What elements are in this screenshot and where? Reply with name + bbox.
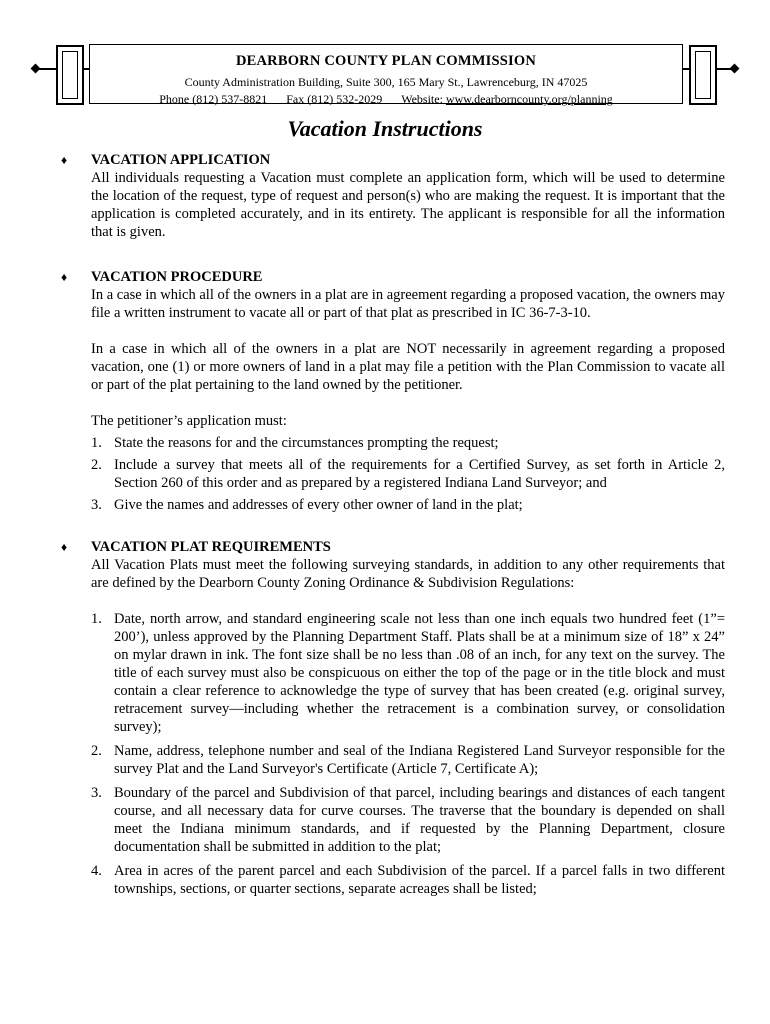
header-rule-right-inner	[682, 68, 689, 70]
header-ornament-left	[31, 64, 41, 74]
application-body: All individuals requesting a Vacation must complete an application form, which will be used to determine the location of the request, type of request and person(s) who are making the request. It is important that the application is completed accurately, and in its entirety. The applicant is responsible for all the information that is given.	[91, 170, 725, 240]
letterhead	[89, 44, 683, 104]
list-item: 1. Date, north arrow, and standard engineering scale not less than one inch equals two hundred feet (1”= 200’), unless approved by the Planning Department Staff. Plats shall be at a minimum size of 18” x 24” on mylar drawn in ink. The font size shall be no less than .08 of an inch, for any text on the survey. The title of each survey must also be conspicuous on either the top of the page or in the title block and must contain a clear reference to acknowledge the type of survey that has been created (e.g. original survey, retracement survey—including whether the retracement is a combination survey, or consolidation survey);	[91, 611, 725, 735]
list-item: 4. Area in acres of the parent parcel and each Subdivision of the parcel. If a parcel falls in two different townships, sections, or quarter sections, separate acreages shall be listed;	[91, 863, 725, 897]
org-contact	[90, 92, 682, 107]
section-heading: VACATION APPLICATION	[91, 152, 271, 168]
section-procedure	[61, 268, 725, 518]
section-application	[61, 151, 725, 241]
section-heading: VACATION PROCEDURE	[91, 269, 263, 285]
list-item: 1. State the reasons for and the circumstances prompting the request;	[91, 435, 499, 451]
plat-intro: All Vacation Plats must meet the following surveying standards, in addition to any other requirements that are defined by the Dearborn County Zoning Ordinance & Subdivision Regulations:	[91, 557, 725, 591]
section-heading: VACATION PLAT REQUIREMENTS	[91, 539, 331, 555]
header-frame-left	[56, 45, 84, 105]
org-fax: Fax (812) 532-2029	[286, 92, 383, 106]
website-label: Website:	[401, 92, 443, 106]
header-ornament-right	[730, 64, 740, 74]
org-phone: Phone (812) 537-8821	[159, 92, 268, 106]
procedure-list	[91, 434, 725, 514]
org-address: County Administration Building, Suite 300, 165 Mary St., Lawrenceburg, IN 47025	[184, 75, 588, 89]
procedure-intro: The petitioner’s application must:	[91, 413, 287, 429]
bullet-icon: ♦	[61, 540, 68, 554]
list-item: 3. Give the names and addresses of every other owner of land in the plat;	[91, 497, 523, 513]
procedure-para-1: In a case in which all of the owners in a plat are in agreement regarding a proposed vacation, the owners may file a written instrument to vacate all or part of that plat as prescribed in IC 36-7-3-10.	[91, 287, 725, 321]
org-website	[401, 92, 613, 106]
org-name: DEARBORN COUNTY PLAN COMMISSION	[235, 53, 537, 69]
plat-list	[91, 610, 725, 898]
bullet-icon: ♦	[61, 153, 68, 167]
procedure-para-2: In a case in which all of the owners in a plat are NOT necessarily in agreement regarding a proposed vacation, one (1) or more owners of land in a plat may file a petition with the Plan Commission to vacate all or part of the plat pertaining to the land owned by the petitioner.	[91, 341, 725, 393]
list-item: 2. Name, address, telephone number and seal of the Indiana Registered Land Surveyor responsible for the survey Plat and the Land Surveyor's Certificate (Article 7, Certificate A);	[91, 743, 725, 777]
bullet-icon: ♦	[61, 270, 68, 284]
page-title: Vacation Instructions	[287, 116, 483, 141]
list-item: 2. Include a survey that meets all of the requirements for a Certified Survey, as set forth in Article 2, Section 260 of this order and as prepared by a registered Indiana Land Surveyor; and	[91, 457, 725, 491]
website-link[interactable]: www.dearborncounty.org/planning	[445, 92, 613, 106]
header-frame-right	[689, 45, 717, 105]
list-item: 3. Boundary of the parcel and Subdivision of that parcel, including bearings and distances of each tangent course, and all necessary data for curve courses. The traverse that the boundary is depended on shall meet the Indiana minimum standards, and if requested by the Planning Department, closure documentation shall be submitted in addition to the plat;	[91, 785, 725, 855]
section-plat-requirements	[61, 538, 725, 904]
